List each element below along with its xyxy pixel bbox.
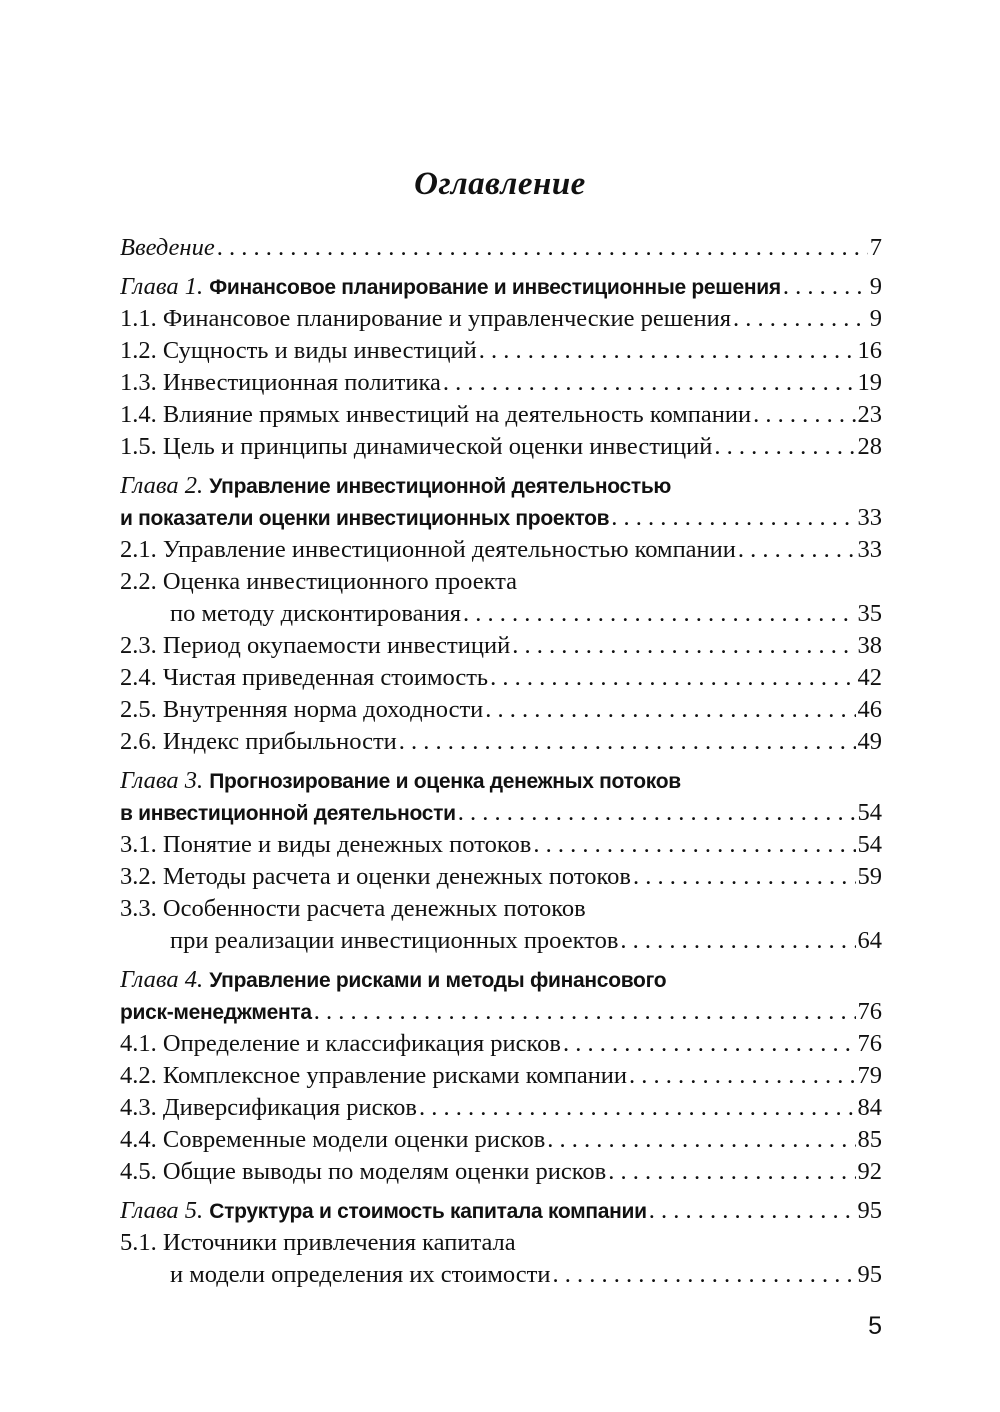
chapter-title: Структура и стоимость капитала компании (209, 1200, 647, 1223)
page-title: Оглавление (414, 166, 586, 202)
page-number: 42 (857, 664, 882, 691)
section-title: и модели определения их стоимости (170, 1261, 551, 1288)
toc-section[interactable] (120, 1227, 882, 1259)
chapter-title: Финансовое планирование и инвестиционные решения (209, 276, 781, 299)
dot-leader (649, 1195, 856, 1227)
toc-intro-label: Введение (120, 234, 215, 261)
chapter-heading (120, 470, 671, 502)
chapter-title: и показатели оценки инвестиционных проектов (120, 507, 610, 530)
table-of-contents (120, 232, 882, 1291)
chapter-number: Глава 2. (120, 472, 204, 499)
toc-section[interactable] (120, 1092, 882, 1124)
toc-section[interactable] (120, 335, 882, 367)
section-title: 2.1. Управление инвестиционной деятельностью компании (120, 536, 736, 563)
page-number: 9 (869, 305, 882, 332)
section-title: 2.3. Период окупаемости инвестиций (120, 632, 511, 659)
page-number: 54 (857, 831, 882, 858)
dot-leader (738, 534, 856, 566)
toc-chapter-1[interactable] (120, 271, 882, 303)
toc-section[interactable] (120, 1028, 882, 1060)
section-title: 1.5. Цель и принципы динамической оценки инвестиций (120, 433, 713, 460)
page-number: 79 (857, 1062, 882, 1089)
page-number: 7 (869, 234, 882, 261)
dot-leader (479, 335, 856, 367)
section-title: 2.4. Чистая приведенная стоимость (120, 664, 489, 691)
section-title: 1.4. Влияние прямых инвестиций на деятельность компании (120, 401, 752, 428)
page-number: 64 (857, 927, 882, 954)
toc-section[interactable] (120, 1156, 882, 1188)
dot-leader (608, 1156, 855, 1188)
dot-leader (458, 797, 856, 829)
toc-chapter-4[interactable] (120, 996, 882, 1028)
section-title: 4.1. Определение и классификация рисков (120, 1030, 561, 1057)
toc-chapter-3[interactable] (120, 765, 882, 797)
dot-leader (563, 1028, 856, 1060)
chapter-heading (120, 502, 609, 534)
section-title: 3.2. Методы расчета и оценки денежных потоков (120, 863, 631, 890)
toc-section[interactable] (120, 566, 882, 598)
chapter-heading (120, 964, 666, 996)
toc-chapter-2[interactable] (120, 502, 882, 534)
toc-section[interactable] (120, 726, 882, 758)
dot-leader (547, 1124, 855, 1156)
chapter-heading (120, 996, 312, 1028)
chapter-number: Глава 4. (120, 966, 204, 993)
dot-leader (552, 1259, 855, 1291)
section-title: 4.3. Диверсификация рисков (120, 1094, 417, 1121)
chapter-heading (120, 765, 681, 797)
toc-section[interactable] (120, 829, 882, 861)
toc-chapter-5[interactable] (120, 1195, 882, 1227)
dot-leader (443, 367, 856, 399)
chapter-title: Управление рисками и методы финансового (209, 969, 667, 992)
chapter-title: в инвестиционной деятельности (120, 802, 456, 825)
page-number: 59 (857, 863, 882, 890)
toc-section[interactable] (120, 861, 882, 893)
toc-section[interactable] (120, 893, 882, 925)
section-title: по методу дисконтирования (170, 600, 462, 627)
section-title: 3.1. Понятие и виды денежных потоков (120, 831, 532, 858)
toc-section[interactable] (120, 1124, 882, 1156)
dot-leader (733, 303, 868, 335)
dot-leader (314, 996, 856, 1028)
page-number: 54 (857, 799, 882, 826)
dot-leader (463, 598, 855, 630)
page-number: 9 (869, 273, 882, 300)
toc-chapter-3[interactable] (120, 797, 882, 829)
toc-section[interactable] (120, 630, 882, 662)
page-number: 84 (857, 1094, 882, 1121)
page-number: 95 (857, 1197, 882, 1224)
dot-leader (490, 662, 855, 694)
chapter-number: Глава 1. (120, 273, 204, 300)
section-title: при реализации инвестиционных проектов (170, 927, 619, 954)
dot-leader (399, 726, 856, 758)
dot-leader (783, 271, 868, 303)
dot-leader (629, 1060, 855, 1092)
page-number: 19 (857, 369, 882, 396)
dot-leader (620, 925, 855, 957)
dot-leader (485, 694, 855, 726)
dot-leader (419, 1092, 856, 1124)
dot-leader (753, 399, 855, 431)
dot-leader (611, 502, 855, 534)
dot-leader (714, 431, 855, 463)
page-number: 33 (857, 504, 882, 531)
page-number: 35 (857, 600, 882, 627)
section-title: 1.2. Сущность и виды инвестиций (120, 337, 477, 364)
toc-section[interactable] (120, 399, 882, 431)
dot-leader (633, 861, 856, 893)
dot-leader (533, 829, 855, 861)
toc-section[interactable] (120, 694, 882, 726)
toc-intro[interactable] (120, 232, 882, 264)
section-title: 3.3. Особенности расчета денежных потоков (120, 895, 586, 922)
toc-section[interactable] (120, 1060, 882, 1092)
toc-chapter-2[interactable] (120, 470, 882, 502)
page-number: 23 (857, 401, 882, 428)
toc-section[interactable] (120, 431, 882, 463)
chapter-heading (120, 1195, 647, 1227)
chapter-heading (120, 271, 781, 303)
chapter-heading (120, 797, 456, 829)
dot-leader (512, 630, 855, 662)
section-title: 2.2. Оценка инвестиционного проекта (120, 568, 518, 595)
toc-section[interactable] (120, 925, 882, 957)
toc-section[interactable] (120, 662, 882, 694)
section-title: 1.1. Финансовое планирование и управленческие решения (120, 305, 732, 332)
section-title: 4.2. Комплексное управление рисками компании (120, 1062, 628, 1089)
section-title: 5.1. Источники привлечения капитала (120, 1229, 516, 1256)
page-number: 95 (857, 1261, 882, 1288)
folio-page-number: 5 (868, 1312, 882, 1340)
section-title: 2.6. Индекс прибыльности (120, 728, 397, 755)
page-number: 28 (857, 433, 882, 460)
page-number: 85 (857, 1126, 882, 1153)
toc-section[interactable] (120, 1259, 882, 1291)
page-number: 38 (857, 632, 882, 659)
page-number: 49 (857, 728, 882, 755)
toc-section[interactable] (120, 367, 882, 399)
toc-chapter-4[interactable] (120, 964, 882, 996)
chapter-title: риск-менеджмента (120, 1001, 312, 1024)
page-number: 76 (857, 998, 882, 1025)
chapter-title: Управление инвестиционной деятельностью (209, 475, 672, 498)
page-number: 33 (857, 536, 882, 563)
chapter-number: Глава 5. (120, 1197, 204, 1224)
page-number: 76 (857, 1030, 882, 1057)
section-title: 1.3. Инвестиционная политика (120, 369, 441, 396)
chapters-list (120, 271, 882, 1291)
dot-leader (217, 232, 868, 264)
chapter-number: Глава 3. (120, 767, 204, 794)
section-title: 4.5. Общие выводы по моделям оценки рисков (120, 1158, 607, 1185)
page-number: 16 (857, 337, 882, 364)
page-number: 92 (857, 1158, 882, 1185)
section-title: 4.4. Современные модели оценки рисков (120, 1126, 546, 1153)
toc-section[interactable] (120, 598, 882, 630)
toc-section[interactable] (120, 303, 882, 335)
page-number: 46 (857, 696, 882, 723)
chapter-title: Прогнозирование и оценка денежных потоков (209, 770, 681, 793)
toc-section[interactable] (120, 534, 882, 566)
section-title: 2.5. Внутренняя норма доходности (120, 696, 484, 723)
